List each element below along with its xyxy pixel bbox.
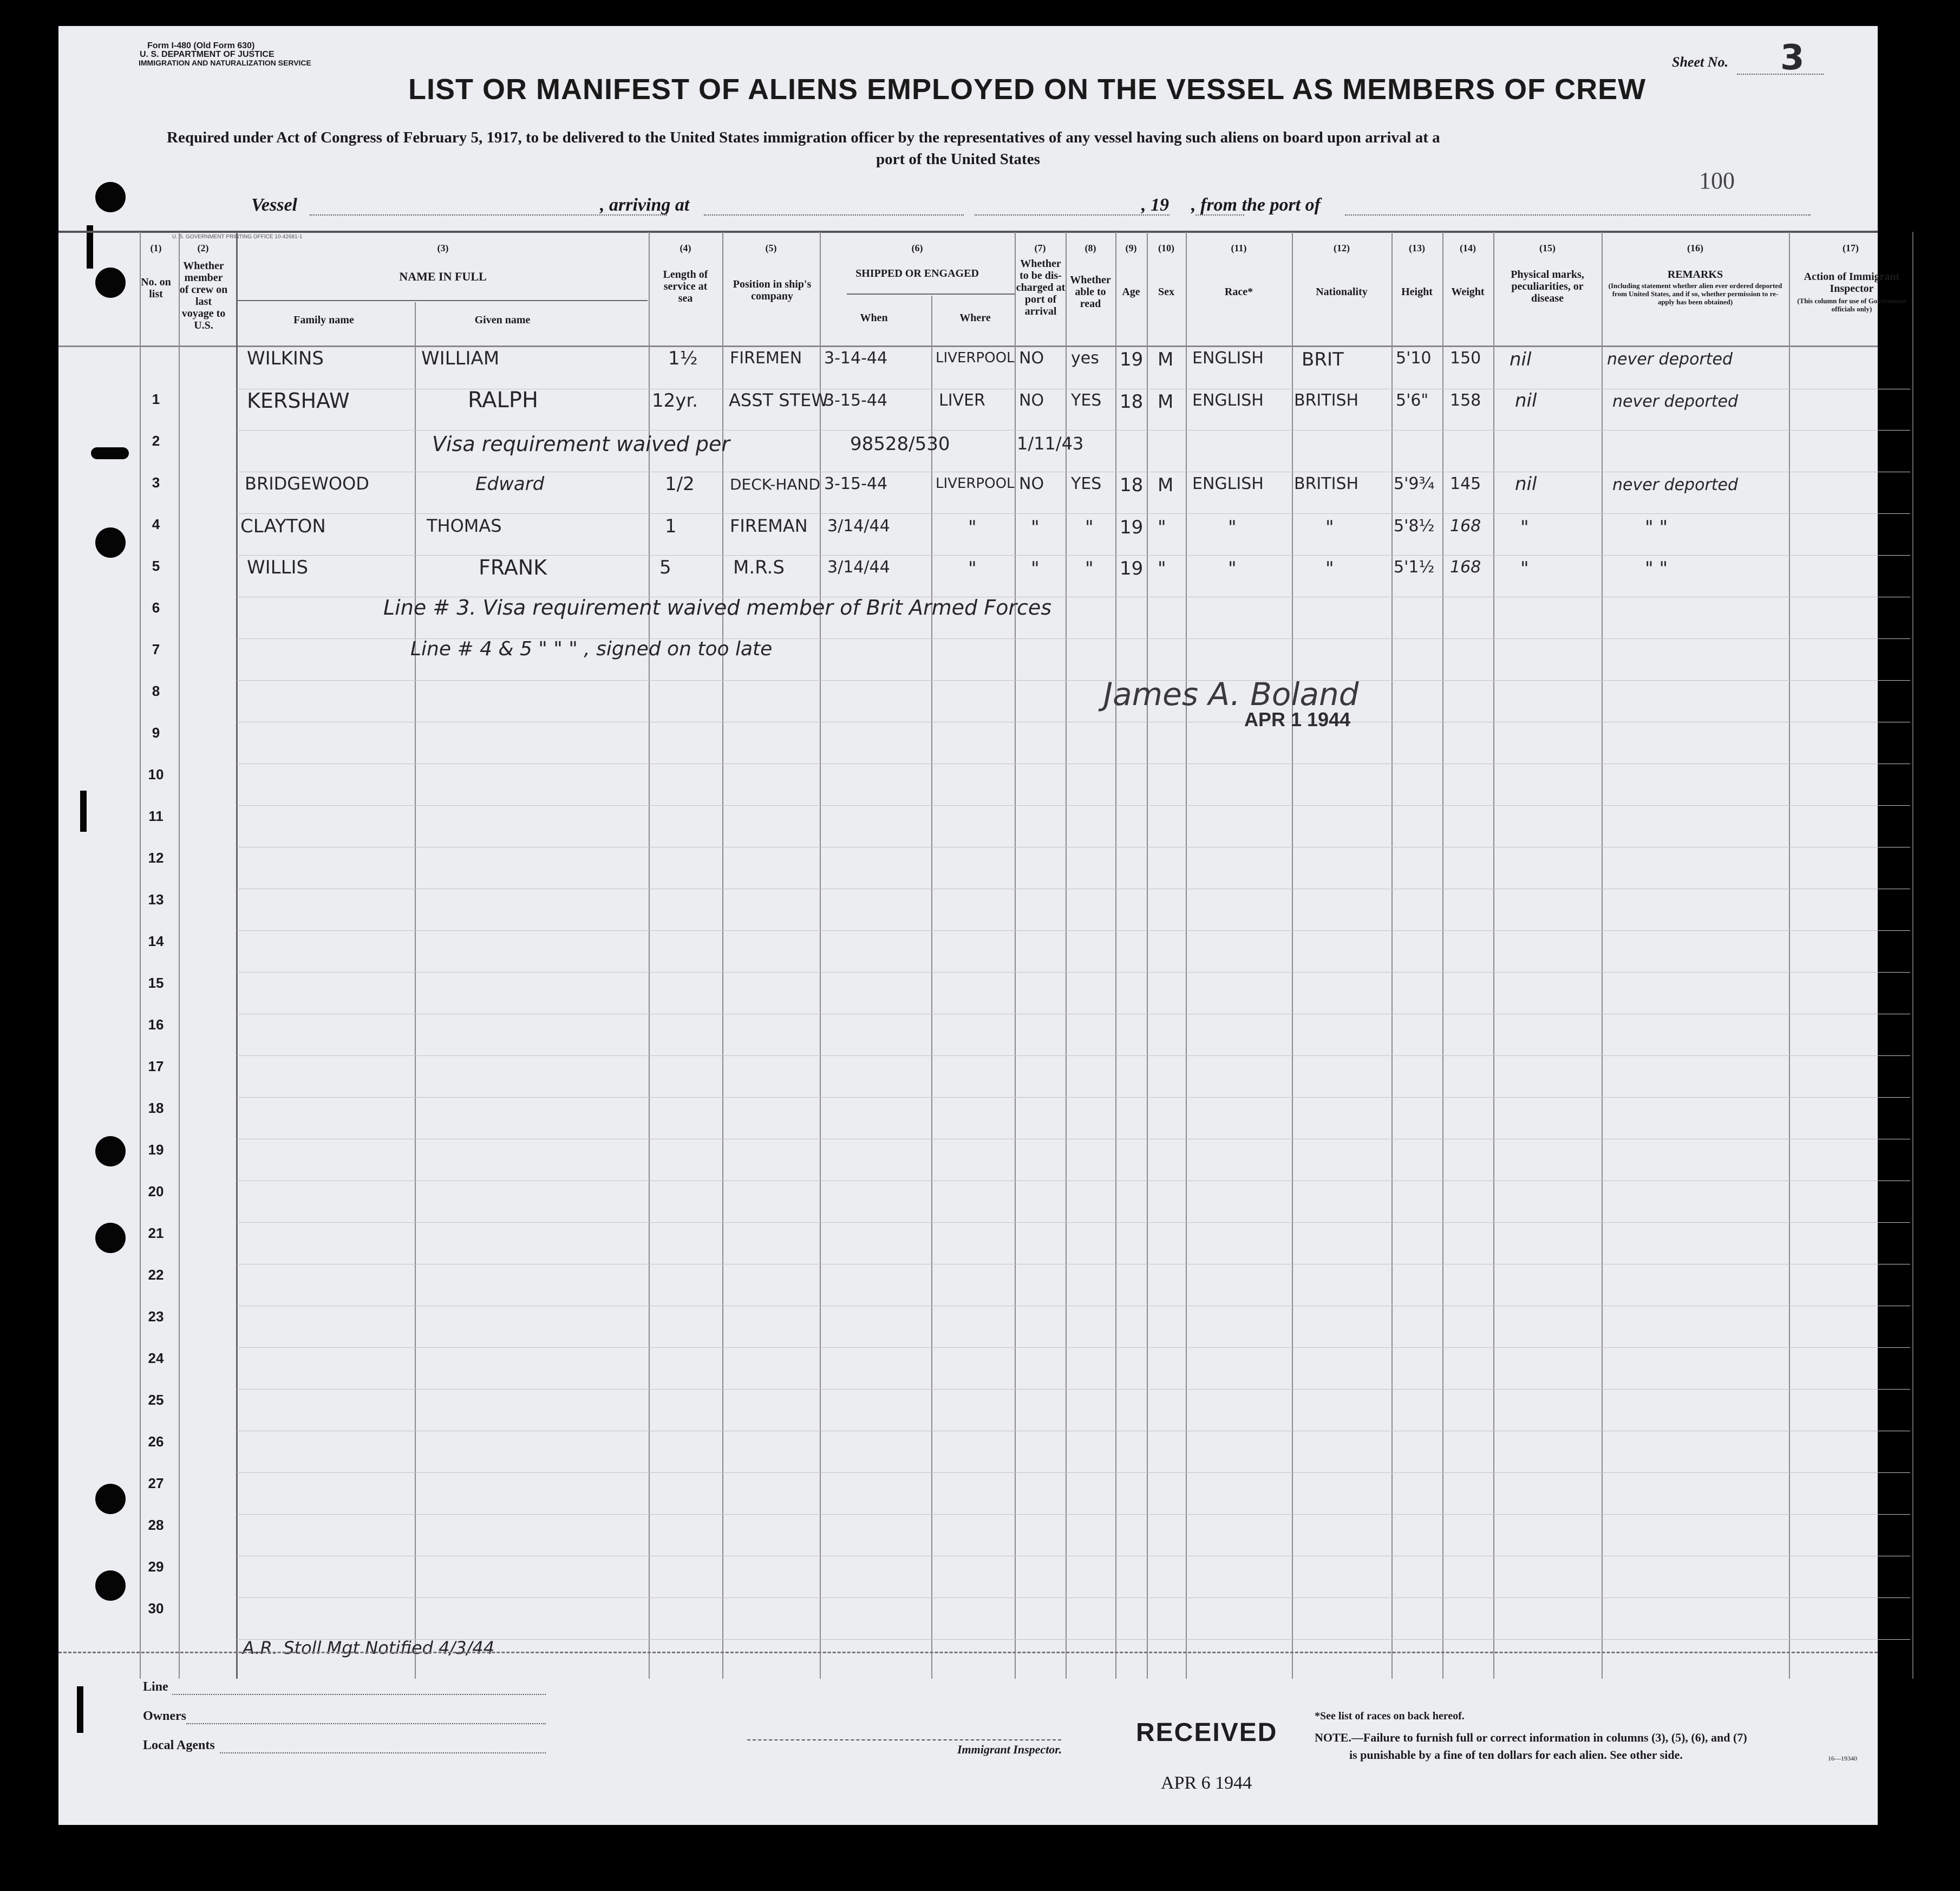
punch-hole xyxy=(95,1484,126,1514)
entry-height: 5'1½ xyxy=(1394,558,1435,577)
col-num: (6) xyxy=(911,243,923,253)
footer-agents-label: Local Agents xyxy=(143,1738,215,1752)
entry-given-name: Edward xyxy=(475,473,545,495)
grid-line xyxy=(1292,232,1293,1679)
row-number: 21 xyxy=(148,1225,164,1241)
row-number: 15 xyxy=(148,975,164,991)
footer-owners-label: Owners xyxy=(143,1709,186,1723)
entry-sex: M xyxy=(1158,349,1174,370)
name-divider xyxy=(237,300,648,301)
entry-family-name: WILLIS xyxy=(247,557,309,578)
entry-nationality: " xyxy=(1325,517,1334,538)
visa-ref-number: 98528/530 xyxy=(850,433,950,455)
entry-discharge: NO xyxy=(1019,391,1044,410)
row-line xyxy=(237,1097,1910,1098)
sheet-number-line xyxy=(1737,74,1824,75)
entry-given-name: WILLIAM xyxy=(421,348,500,369)
entry-position: DECK-HAND xyxy=(730,475,821,493)
entry-family-name: BRIDGEWOOD xyxy=(245,473,369,494)
sheet-number-value: 3 xyxy=(1780,38,1805,78)
entry-position: M.R.S xyxy=(733,557,785,578)
entry-given-name: FRANK xyxy=(479,556,547,579)
col-num: (10) xyxy=(1158,243,1174,253)
col-num: (2) xyxy=(197,243,209,253)
entry-sex: " xyxy=(1158,517,1166,538)
year-label: , 19 xyxy=(1141,195,1169,215)
entry-marks: nil xyxy=(1510,349,1532,370)
entry-marks: nil xyxy=(1515,390,1537,412)
col-header-read: Whether able to read xyxy=(1070,274,1111,310)
entry-nationality: BRITISH xyxy=(1294,474,1359,493)
row-number: 10 xyxy=(148,766,164,783)
col-header-where: Where xyxy=(959,312,991,324)
form-code: 16—19340 xyxy=(1828,1755,1857,1762)
line-3-note: Line # 3. Visa requirement waived member of Brit Armed Forces xyxy=(383,596,1052,620)
row-number: 9 xyxy=(152,725,160,741)
entry-position: FIREMEN xyxy=(730,349,802,368)
row-number: 14 xyxy=(148,933,164,949)
col-header-shipped: SHIPPED OR ENGAGED xyxy=(855,268,979,279)
entry-age: 19 xyxy=(1120,558,1144,579)
form-id-line: Form I-480 (Old Form 630) xyxy=(147,41,255,50)
entry-remarks: never deported xyxy=(1612,475,1739,494)
entry-remarks: never deported xyxy=(1607,350,1733,369)
col-header-when: When xyxy=(860,312,888,324)
entry-given-name: THOMAS xyxy=(427,516,502,536)
inspector-label: Immigrant Inspector. xyxy=(957,1743,1062,1756)
punch-hole xyxy=(95,1136,126,1166)
entry-family-name: KERSHAW xyxy=(247,389,350,413)
entry-where: LIVERPOOL xyxy=(936,350,1015,366)
entry-when: 3/14/44 xyxy=(827,558,890,577)
entry-weight: 158 xyxy=(1450,391,1481,410)
col-num: (9) xyxy=(1125,243,1137,253)
col-num: (16) xyxy=(1687,243,1703,253)
entry-weight: 168 xyxy=(1450,517,1481,536)
entry-nationality: " xyxy=(1325,558,1334,579)
col-header-remarks: REMARKS xyxy=(1667,269,1723,281)
entry-sex: " xyxy=(1158,558,1166,579)
row-number: 22 xyxy=(148,1267,164,1283)
row-number: 28 xyxy=(148,1517,164,1533)
col-num: (17) xyxy=(1843,243,1859,253)
grid-line xyxy=(179,232,180,1679)
entry-race: ENGLISH xyxy=(1192,391,1264,410)
entry-when: 3-14-44 xyxy=(824,349,888,368)
col-num: (13) xyxy=(1409,243,1425,253)
col-header-marks: Physical marks, peculiarities, or disease xyxy=(1511,269,1584,304)
printing-office: U. S. GOVERNMENT PRINTING OFFICE 10-42681-1 xyxy=(172,234,303,240)
visa-date: 1/11/43 xyxy=(1017,433,1084,454)
entry-weight: 145 xyxy=(1450,474,1481,493)
grid-line xyxy=(1493,232,1494,1679)
punch-hole xyxy=(95,527,126,558)
grid-line xyxy=(820,232,821,1679)
row-line xyxy=(237,1055,1910,1056)
row-number: 16 xyxy=(148,1016,164,1033)
col-num: (4) xyxy=(680,243,691,253)
entry-where: LIVER xyxy=(939,391,985,410)
sheet-number-label: Sheet No. xyxy=(1672,54,1728,70)
row-line xyxy=(237,1514,1910,1515)
col-header-age: Age xyxy=(1122,286,1140,298)
col-header-name: NAME IN FULL xyxy=(399,270,487,283)
col-header-weight: Weight xyxy=(1451,286,1485,298)
col-header-action-note: (This column for use of Government officials only) xyxy=(1797,297,1906,313)
entry-given-name: RALPH xyxy=(468,388,539,413)
punch-mark xyxy=(91,447,129,459)
row-number: 23 xyxy=(148,1308,164,1325)
penalty-note: is punishable by a fine of ten dollars for each alien. See other side. xyxy=(1349,1748,1683,1762)
punch-hole xyxy=(95,268,126,298)
inspector-signature-line xyxy=(747,1739,1061,1740)
vessel-label: Vessel xyxy=(251,195,297,215)
col-header-remarks-note: (Including statement whether alien ever ordered deported from United States, and if so, whether permission to re-apply has been obtained) xyxy=(1608,282,1782,306)
entry-weight: 168 xyxy=(1450,558,1481,577)
grid-line xyxy=(1015,232,1016,1679)
entry-read: yes xyxy=(1071,349,1099,368)
form-subtitle: Required under Act of Congress of February 5, 1917, to be delivered to the United States immigration officer by the representatives of any vessel having such aliens on board upon arrival at a xyxy=(167,129,1440,146)
row-line xyxy=(237,1222,1910,1223)
entry-height: 5'10 xyxy=(1396,349,1432,368)
row-number: 4 xyxy=(152,516,160,532)
col-num: (11) xyxy=(1231,243,1247,253)
entry-race: " xyxy=(1228,558,1237,579)
entry-where: " xyxy=(968,517,977,538)
binder-clip-mark xyxy=(77,1686,83,1733)
row-number: 7 xyxy=(152,641,160,657)
penalty-note: NOTE.—Failure to furnish full or correct information in columns (3), (5), (6), and (7) xyxy=(1315,1731,1747,1744)
entry-read: " xyxy=(1085,558,1094,579)
footer-line-field xyxy=(172,1694,546,1695)
col-num: (12) xyxy=(1334,243,1350,253)
grid-line xyxy=(1789,232,1790,1679)
form-id-line: U. S. DEPARTMENT OF JUSTICE xyxy=(140,50,275,59)
col-header-nationality: Nationality xyxy=(1316,286,1368,298)
entry-family-name: WILKINS xyxy=(247,348,324,369)
row-number: 6 xyxy=(152,599,160,616)
row-number: 19 xyxy=(148,1142,164,1158)
row-number: 24 xyxy=(148,1350,164,1366)
received-date: APR 6 1944 xyxy=(1161,1773,1252,1793)
entry-race: ENGLISH xyxy=(1192,474,1264,493)
entry-read: YES xyxy=(1071,391,1102,410)
col-header-race: Race* xyxy=(1224,286,1253,298)
row-line xyxy=(237,1472,1910,1473)
entry-marks: " xyxy=(1520,517,1529,538)
row-line xyxy=(237,972,1910,973)
entry-where: " xyxy=(968,558,977,579)
shipped-divider xyxy=(847,294,1015,295)
row-number: 26 xyxy=(148,1433,164,1450)
inspector-signature: James A. Boland xyxy=(1103,676,1359,713)
entry-discharge: NO xyxy=(1019,349,1044,368)
row-number: 17 xyxy=(148,1058,164,1074)
entry-when: 3-15-44 xyxy=(824,474,888,493)
row-line xyxy=(237,805,1910,806)
punch-hole xyxy=(95,1223,126,1253)
grid-line xyxy=(931,296,932,1679)
grid-line xyxy=(1147,232,1148,1679)
row-line xyxy=(237,930,1910,931)
grid-line xyxy=(1602,232,1603,1679)
col-num: (7) xyxy=(1034,243,1046,253)
notified-note: A.R. Stoll Mgt Notified 4/3/44 xyxy=(243,1638,495,1658)
footer-owners-field xyxy=(186,1723,546,1724)
col-header-member: Whether member of crew on last voyage to U.S. xyxy=(179,260,228,331)
entry-nationality: BRITISH xyxy=(1294,391,1359,410)
col-header-height: Height xyxy=(1401,286,1433,298)
row-number: 8 xyxy=(152,683,160,699)
entry-age: 19 xyxy=(1120,517,1144,538)
row-number: 13 xyxy=(148,891,164,908)
manifest-sheet xyxy=(58,26,1906,1825)
signature-date-stamp: APR 1 1944 xyxy=(1244,708,1351,731)
header-top-rule xyxy=(58,231,1878,233)
row-number: 2 xyxy=(152,433,160,449)
row-line xyxy=(237,513,1910,514)
row-number: 18 xyxy=(148,1100,164,1116)
row-line xyxy=(237,1389,1910,1390)
row-number: 5 xyxy=(152,558,160,574)
punch-hole xyxy=(95,1570,126,1601)
col-header-service: Length of service at sea xyxy=(663,269,708,304)
header-bottom-rule xyxy=(58,345,1878,347)
grid-line xyxy=(1391,232,1393,1679)
row-number: 11 xyxy=(148,808,164,824)
entry-weight: 150 xyxy=(1450,349,1481,368)
row-number: 25 xyxy=(148,1392,164,1408)
footer-top-rule xyxy=(58,1652,1878,1653)
entry-service: 5 xyxy=(659,557,671,578)
entry-remarks: " " xyxy=(1645,558,1668,579)
arriving-label: , arriving at xyxy=(600,195,690,215)
col-header-discharge: Whether to be dis-charged at port of arrival xyxy=(1016,258,1066,317)
entry-height: 5'8½ xyxy=(1394,517,1435,536)
row-number: 3 xyxy=(152,474,160,491)
entry-read: YES xyxy=(1071,474,1102,493)
entry-family-name: CLAYTON xyxy=(240,516,326,537)
col-header-given: Given name xyxy=(474,314,531,326)
line-4-5-note: Line # 4 & 5 " " " , signed on too late xyxy=(410,638,773,660)
entry-when: 3-15-44 xyxy=(824,391,888,410)
row-number: 30 xyxy=(148,1600,164,1616)
footer-agents-field xyxy=(220,1752,546,1753)
col-num: (8) xyxy=(1084,243,1096,253)
form-subtitle: port of the United States xyxy=(876,151,1040,168)
entry-discharge: " xyxy=(1031,517,1040,538)
arriving-field xyxy=(704,214,964,216)
row-line xyxy=(237,1597,1910,1598)
entry-service: 12yr. xyxy=(652,390,698,412)
entry-service: 1 xyxy=(665,516,677,537)
entry-race: ENGLISH xyxy=(1192,349,1264,368)
col-num: (14) xyxy=(1460,243,1476,253)
row-number: 1 xyxy=(152,391,160,407)
col-header-position: Position in ship's company xyxy=(733,278,812,302)
entry-age: 18 xyxy=(1120,391,1144,413)
row-line xyxy=(237,430,1910,431)
entry-sex: M xyxy=(1158,474,1174,496)
page-number: 100 xyxy=(1699,167,1735,194)
row-number: 12 xyxy=(148,850,164,866)
grid-line xyxy=(1912,232,1913,1679)
col-num: (5) xyxy=(765,243,777,253)
entry-service: 1/2 xyxy=(665,473,695,495)
entry-read: " xyxy=(1085,517,1094,538)
entry-age: 18 xyxy=(1120,474,1144,496)
grid-line xyxy=(236,232,238,1679)
entry-marks: nil xyxy=(1515,473,1537,495)
col-header-family: Family name xyxy=(293,314,354,326)
entry-remarks: " " xyxy=(1645,517,1668,538)
grid-line xyxy=(1442,232,1443,1679)
entry-race: " xyxy=(1228,517,1237,538)
entry-height: 5'9¾ xyxy=(1394,474,1435,493)
binder-clip-mark xyxy=(80,791,87,832)
entry-age: 19 xyxy=(1120,349,1144,370)
entry-discharge: NO xyxy=(1019,474,1044,493)
row-number: 20 xyxy=(148,1183,164,1199)
visa-waiver-note: Visa requirement waived per xyxy=(432,432,730,456)
entry-position: ASST STEW xyxy=(729,390,828,410)
entry-position: FIREMAN xyxy=(730,516,808,536)
row-number: 27 xyxy=(148,1475,164,1491)
form-id-line: IMMIGRATION AND NATURALIZATION SERVICE xyxy=(139,58,311,67)
entry-when: 3/14/44 xyxy=(827,517,890,536)
entry-marks: " xyxy=(1520,558,1529,579)
col-num: (1) xyxy=(150,243,162,253)
col-header-action: Action of Immigrant Inspector xyxy=(1804,271,1900,295)
col-header-sex: Sex xyxy=(1158,286,1174,298)
entry-sex: M xyxy=(1158,391,1174,413)
entry-where: LIVERPOOL xyxy=(936,475,1015,492)
footer-line-label: Line xyxy=(143,1680,168,1694)
from-port-label: , from the port of xyxy=(1191,195,1321,215)
from-port-field xyxy=(1345,214,1811,216)
entry-nationality: BRIT xyxy=(1302,349,1344,370)
entry-height: 5'6" xyxy=(1396,391,1429,410)
row-number: 29 xyxy=(148,1559,164,1575)
col-header-no: No. on list xyxy=(141,276,171,300)
grid-line xyxy=(1115,232,1116,1679)
punch-hole xyxy=(95,182,126,212)
col-num: (3) xyxy=(437,243,449,253)
races-note: *See list of races on back hereof. xyxy=(1315,1710,1465,1722)
entry-service: 1½ xyxy=(668,348,698,369)
col-num: (15) xyxy=(1539,243,1556,253)
row-line xyxy=(237,1347,1910,1348)
row-line xyxy=(237,680,1910,681)
grid-line xyxy=(1186,232,1187,1679)
entry-remarks: never deported xyxy=(1612,392,1739,411)
date-field xyxy=(975,214,1170,216)
received-stamp: RECEIVED xyxy=(1136,1718,1278,1747)
form-title: LIST OR MANIFEST OF ALIENS EMPLOYED ON THE VESSEL AS MEMBERS OF CREW xyxy=(408,73,1647,106)
entry-discharge: " xyxy=(1031,558,1040,579)
